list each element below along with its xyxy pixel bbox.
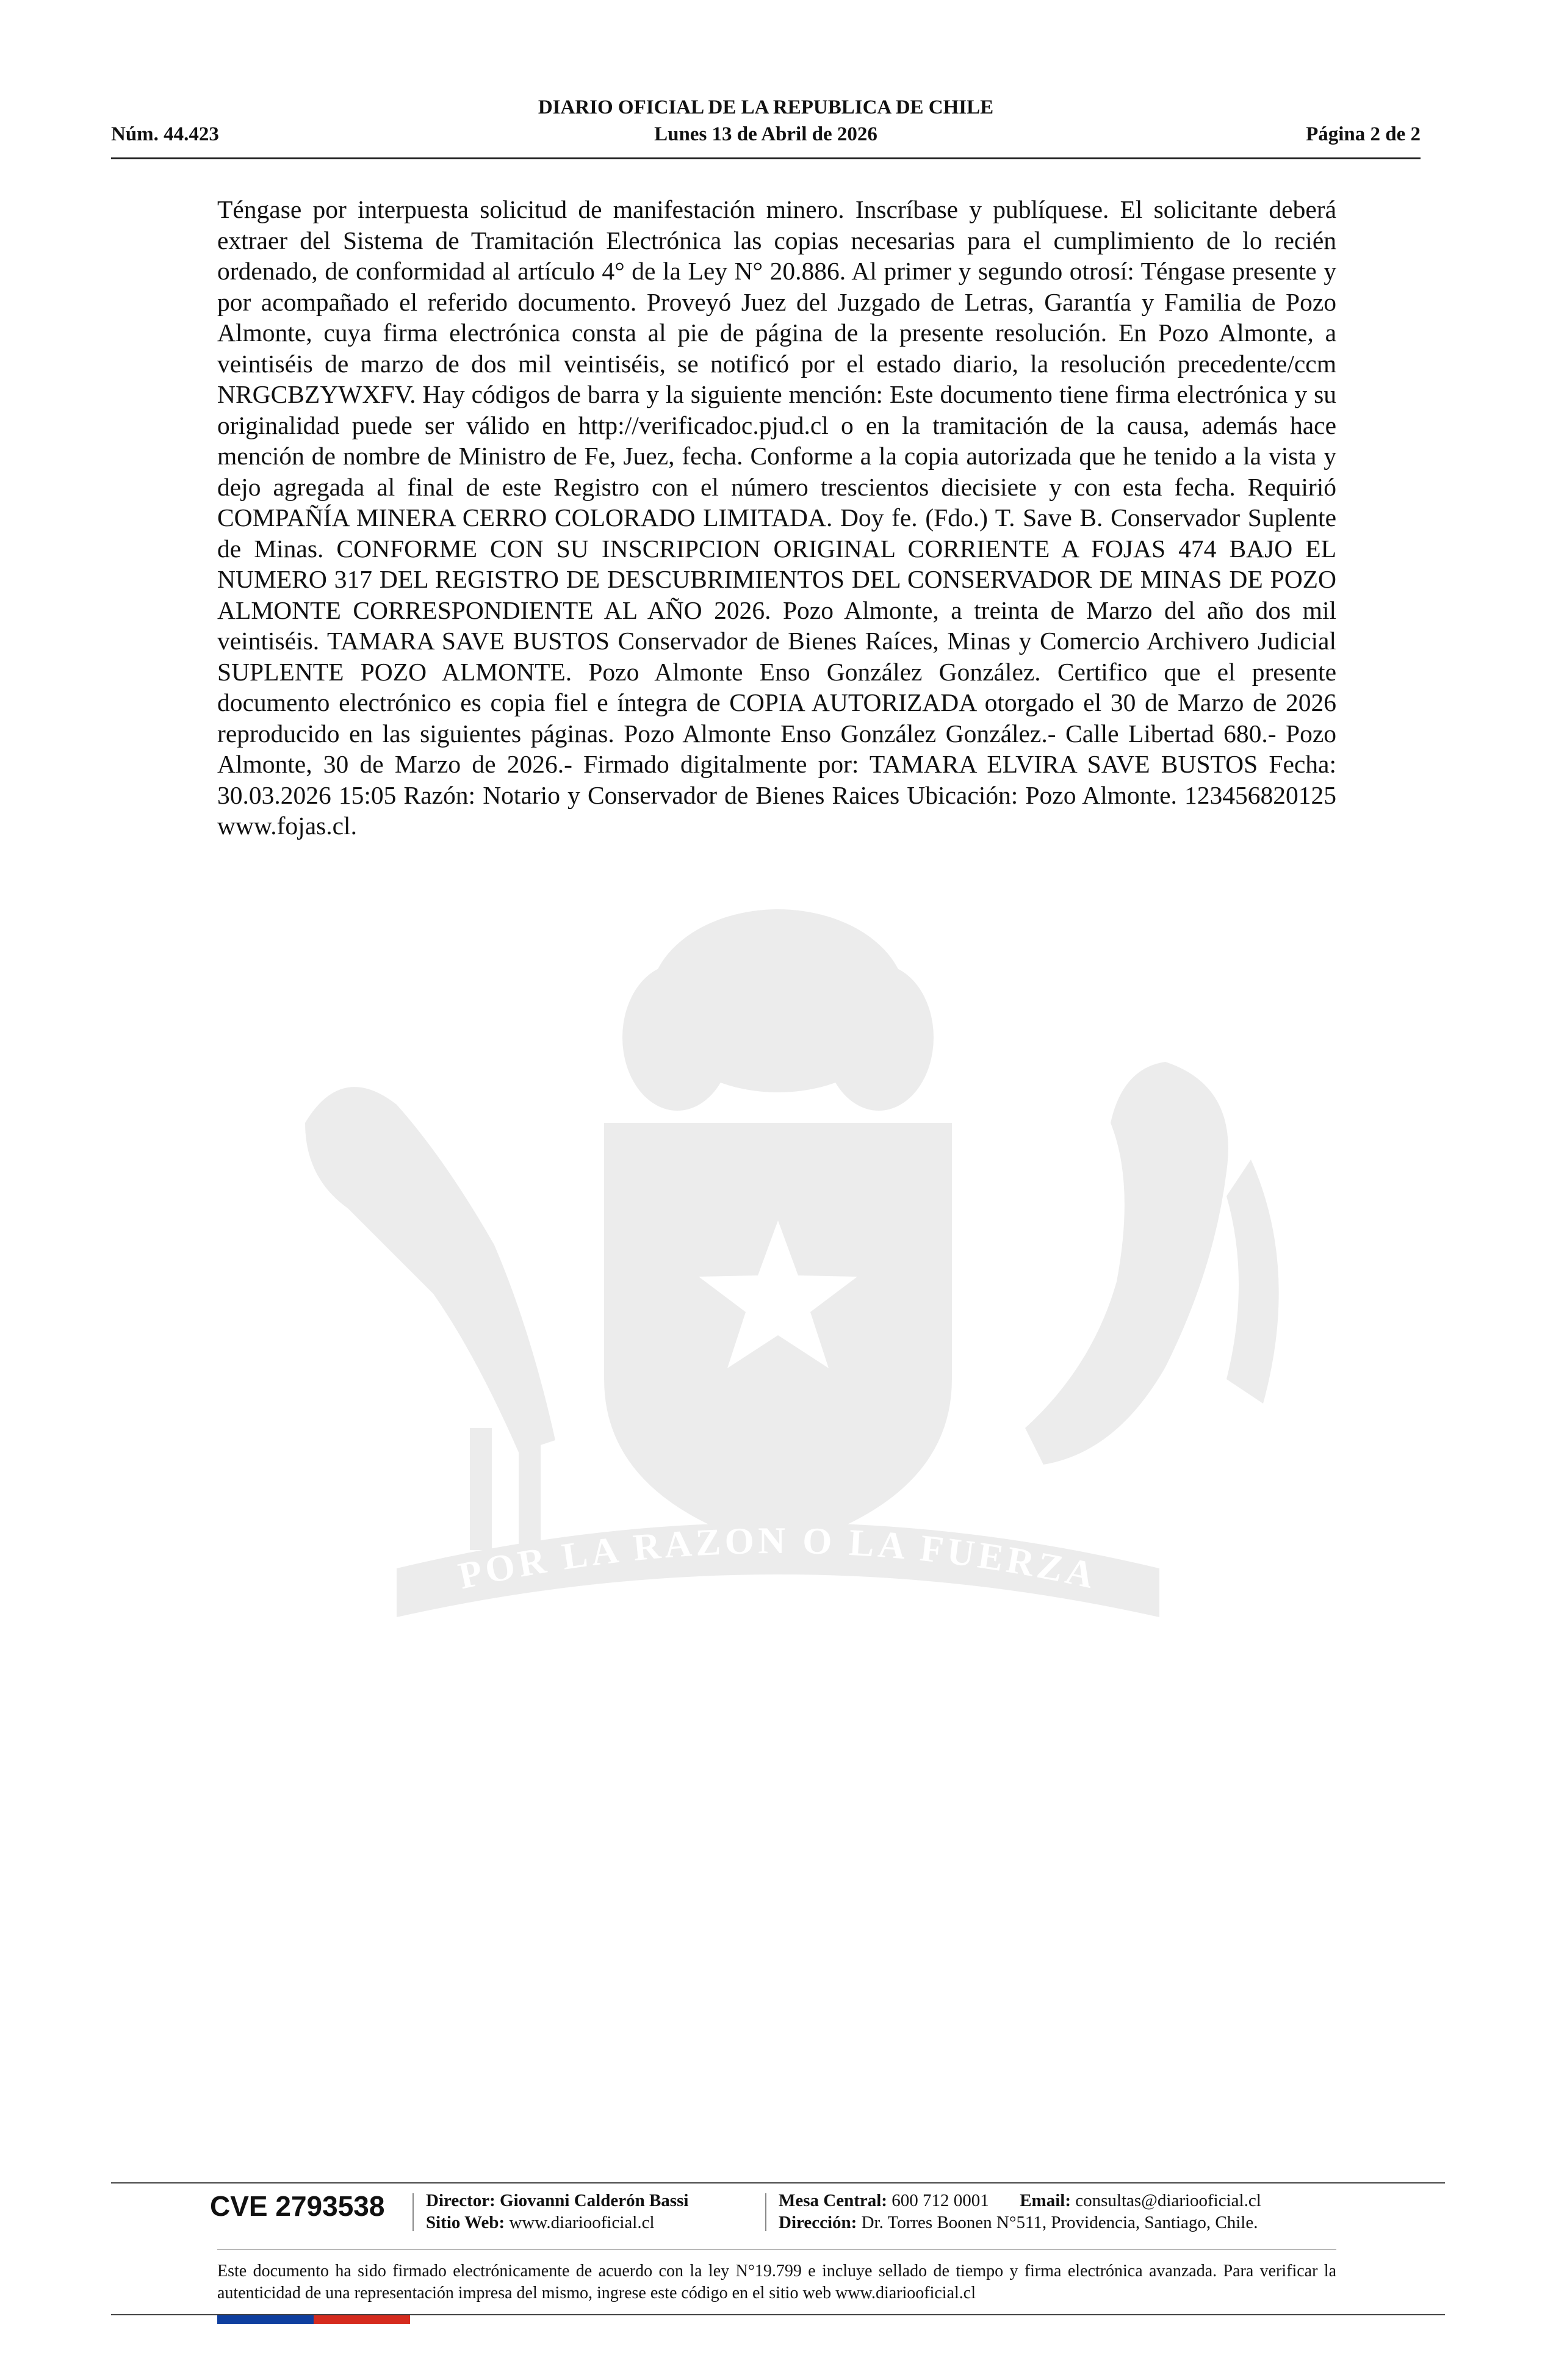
page-number: Página 2 de 2 xyxy=(1306,123,1421,145)
email-label: Email: xyxy=(1020,2191,1071,2210)
issue-date: Lunes 13 de Abril de 2026 xyxy=(654,123,877,145)
chile-flag-stripe xyxy=(217,2315,410,2324)
director-line xyxy=(426,2190,688,2212)
contact-line xyxy=(779,2190,1261,2212)
address-label: Dirección: xyxy=(779,2213,857,2232)
footer-top-rule xyxy=(111,2182,1445,2183)
footer-divider xyxy=(765,2193,766,2231)
newspaper-title: DIARIO OFICIAL DE LA REPUBLICA DE CHILE xyxy=(538,96,994,118)
publication-body-text: Téngase por interpuesta solicitud de manifestación minero. Inscríbase y publíquese. El solicitante deberá extraer del Sistema de Tramitación Electrónica las copias necesarias para el cumplimiento de lo recién ordenado, de conformidad al artículo 4° de la Ley N° 20.886. Al primer y segundo otrosí: Téngase presente y por acompañado el referido documento. Proveyó Juez del Juzgado de Letras, Garantía y Familia de Pozo Almonte, cuya firma electrónica consta al pie de página de la presente resolución. En Pozo Almonte, a veintiséis de marzo de dos mil veintiséis, se notificó por el estado diario, la resolución precedente/ccm NRGCBZYWXFV. Hay códigos de barra y la siguiente mención: Este documento tiene firma electrónica y su originalidad puede ser válido en http://verificadoc.pjud.cl o en la tramitación de la causa, además hace mención de nombre de Ministro de Fe, Juez, fecha. Conforme a la copia autorizada que he tenido a la vista y dejo agregada al final de este Registro con el número trescientos diecisiete y con esta fecha. Requirió COMPAÑÍA MINERA CERRO COLORADO LIMITADA. Doy fe. (Fdo.) T. Save B. Conservador Suplente de Minas. CONFORME CON SU INSCRIPCION ORIGINAL CORRIENTE A FOJAS 474 BAJO EL NUMERO 317 DEL REGISTRO DE DESCUBRIMIENTOS DEL CONSERVADOR DE MINAS DE POZO ALMONTE CORRESPONDIENTE AL AÑO 2026. Pozo Almonte, a treinta de Marzo del año dos mil veintiséis. TAMARA SAVE BUSTOS Conservador de Bienes Raíces, Minas y Comercio Archivero Judicial SUPLENTE POZO ALMONTE. Pozo Almonte Enso González González. Certifico que el presente documento electrónico es copia fiel e íntegra de COPIA AUTORIZADA otorgado el 30 de Marzo de 2026 reproducido en las siguientes páginas. Pozo Almonte Enso González González.- Calle Libertad 680.- Pozo Almonte, 30 de Marzo de 2026.- Firmado digitalmente por: TAMARA ELVIRA SAVE BUSTOS Fecha: 30.03.2026 15:05 Razón: Notario y Conservador de Bienes Raices Ubicación: Pozo Almonte. 123456820125 www.fojas.cl. xyxy=(217,195,1336,840)
chilean-coat-of-arms-icon xyxy=(214,903,1342,1684)
email-link[interactable]: consultas@diariooficial.cl xyxy=(1075,2191,1261,2210)
address-line xyxy=(779,2212,1258,2234)
cve-code: CVE 2793538 xyxy=(210,2190,385,2222)
legal-notice: Este documento ha sido firmado electrónicamente de acuerdo con la ley N°19.799 e incluye sellado de tiempo y firma electrónica avanzada. Para verificar la autenticidad de una representación impresa del mismo, ingrese este código en el sitio web www.diariooficial.cl xyxy=(217,2262,1336,2302)
flag-blue-segment xyxy=(217,2315,314,2324)
website-link[interactable]: www.diariooficial.cl xyxy=(509,2213,655,2232)
flag-red-segment xyxy=(314,2315,410,2324)
footer-mid-rule xyxy=(217,2249,1336,2250)
website-label: Sitio Web: xyxy=(426,2213,505,2232)
footer-divider xyxy=(412,2193,414,2231)
website-line xyxy=(426,2212,655,2234)
phone-number: 600 712 0001 xyxy=(891,2191,989,2210)
page-header xyxy=(111,96,1421,159)
director-name: Giovanni Calderón Bassi xyxy=(500,2191,689,2210)
director-label: Director: xyxy=(426,2191,495,2210)
address-value: Dr. Torres Boonen N°511, Providencia, Santiago, Chile. xyxy=(861,2213,1258,2232)
issue-number: Núm. 44.423 xyxy=(111,123,219,145)
seal-motto: POR LA RAZON O LA FUERZA xyxy=(455,1520,1101,1598)
phone-label: Mesa Central: xyxy=(779,2191,887,2210)
